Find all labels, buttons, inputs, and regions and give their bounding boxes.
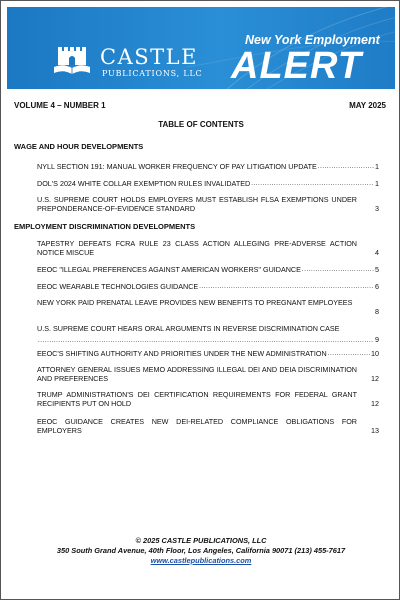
toc-entry-page: 13 <box>371 426 379 436</box>
toc-entry[interactable] <box>37 162 379 171</box>
castle-book-icon <box>52 43 92 77</box>
toc-entry[interactable] <box>37 365 379 384</box>
footer-website-link[interactable]: www.castlepublications.com <box>150 556 252 565</box>
leader-dots <box>328 351 370 358</box>
toc-entry-page: 10 <box>371 349 379 358</box>
toc-entry-page: 3 <box>375 204 379 214</box>
toc-entry-title: EEOC WEARABLE TECHNOLOGIES GUIDANCE <box>37 282 199 291</box>
toc-entry-title: TRUMP ADMINISTRATION'S DEI CERTIFICATION REQUIREMENTS FOR FEDERAL GRANT RECIPIENTS PUT ON HOLD <box>37 390 357 409</box>
toc-entry-page: 1 <box>375 179 379 188</box>
leader-dots <box>38 338 374 345</box>
footer-copyright: © 2025 CASTLE PUBLICATIONS, LLC <box>135 536 267 545</box>
toc-entry-title: EEOC GUIDANCE CREATES NEW DEI-RELATED COMPLIANCE OBLIGATIONS FOR EMPLOYERS <box>37 417 357 436</box>
toc-entry-title: DOL'S 2024 WHITE COLLAR EXEMPTION RULES INVALIDATED <box>37 179 251 188</box>
toc-entry[interactable] <box>37 239 379 258</box>
toc-entry-page: 5 <box>375 265 379 274</box>
toc-entry[interactable] <box>37 282 379 291</box>
toc-entry[interactable] <box>37 179 379 188</box>
issue-date: MAY 2025 <box>349 101 386 110</box>
toc-entry[interactable] <box>37 195 379 214</box>
toc-entry-title: EEOC "ILLEGAL PREFERENCES AGAINST AMERICAN WORKERS" GUIDANCE <box>37 265 301 274</box>
logo-name: CASTLE <box>100 45 198 69</box>
logo-subtitle: PUBLICATIONS, LLC <box>102 69 203 78</box>
section-title-wage-hour: WAGE AND HOUR DEVELOPMENTS <box>14 142 144 151</box>
toc-entry[interactable] <box>37 390 379 409</box>
toc-entry[interactable] <box>37 324 379 345</box>
footer-address: 350 South Grand Avenue, 40th Floor, Los Angeles, California 90071 (213) 455-7617 <box>56 546 346 555</box>
toc-entry-page: 12 <box>371 374 379 384</box>
toc-entry-page: 1 <box>375 162 379 171</box>
alert-title: ALERT <box>231 45 362 87</box>
leader-dots <box>251 181 374 188</box>
toc-entry-page: 8 <box>375 307 379 317</box>
leader-dots <box>318 164 374 171</box>
leader-dots <box>302 267 374 274</box>
volume-label: VOLUME 4 – NUMBER 1 <box>14 101 106 110</box>
toc-entry[interactable] <box>37 298 379 317</box>
toc-entry-title: NYLL SECTION 191: MANUAL WORKER FREQUENCY OF PAY LITIGATION UPDATE <box>37 162 317 171</box>
toc-entry[interactable] <box>37 417 379 436</box>
toc-entry-page: 12 <box>371 399 379 409</box>
section-title-discrimination: EMPLOYMENT DISCRIMINATION DEVELOPMENTS <box>14 222 196 231</box>
toc-entry-title: EEOC'S SHIFTING AUTHORITY AND PRIORITIES UNDER THE NEW ADMINISTRATION <box>37 349 327 358</box>
toc-entry-page: 4 <box>375 248 379 258</box>
footer <box>1 536 400 566</box>
toc-entry-title: TAPESTRY DEFEATS FCRA RULE 23 CLASS ACTION ALLEGING PRE-ADVERSE ACTION NOTICE MISCUE <box>37 239 357 258</box>
toc-entry-title: U.S. SUPREME COURT HEARS ORAL ARGUMENTS IN REVERSE DISCRIMINATION CASE <box>37 324 340 333</box>
toc-entry-title: U.S. SUPREME COURT HOLDS EMPLOYERS MUST ESTABLISH FLSA EXEMPTIONS UNDER PREPONDERANCE-OF-EVIDENCE STANDARD <box>37 195 357 214</box>
toc-entry[interactable] <box>37 349 379 358</box>
toc-entry-title: NEW YORK PAID PRENATAL LEAVE PROVIDES NEW BENEFITS TO PREGNANT EMPLOYEES <box>37 298 353 307</box>
header-banner <box>7 7 395 89</box>
toc-entry-title: ATTORNEY GENERAL ISSUES MEMO ADDRESSING ILLEGAL DEI AND DEIA DISCRIMINATION AND PREFERENCES <box>37 365 357 384</box>
alert-subtitle: New York Employment <box>245 33 380 47</box>
toc-heading: TABLE OF CONTENTS <box>158 120 244 129</box>
toc-entry[interactable] <box>37 265 379 274</box>
leader-dots <box>199 284 374 291</box>
toc-entry-page: 9 <box>375 335 379 345</box>
toc-entry-page: 6 <box>375 282 379 291</box>
issue-meta <box>14 101 386 110</box>
